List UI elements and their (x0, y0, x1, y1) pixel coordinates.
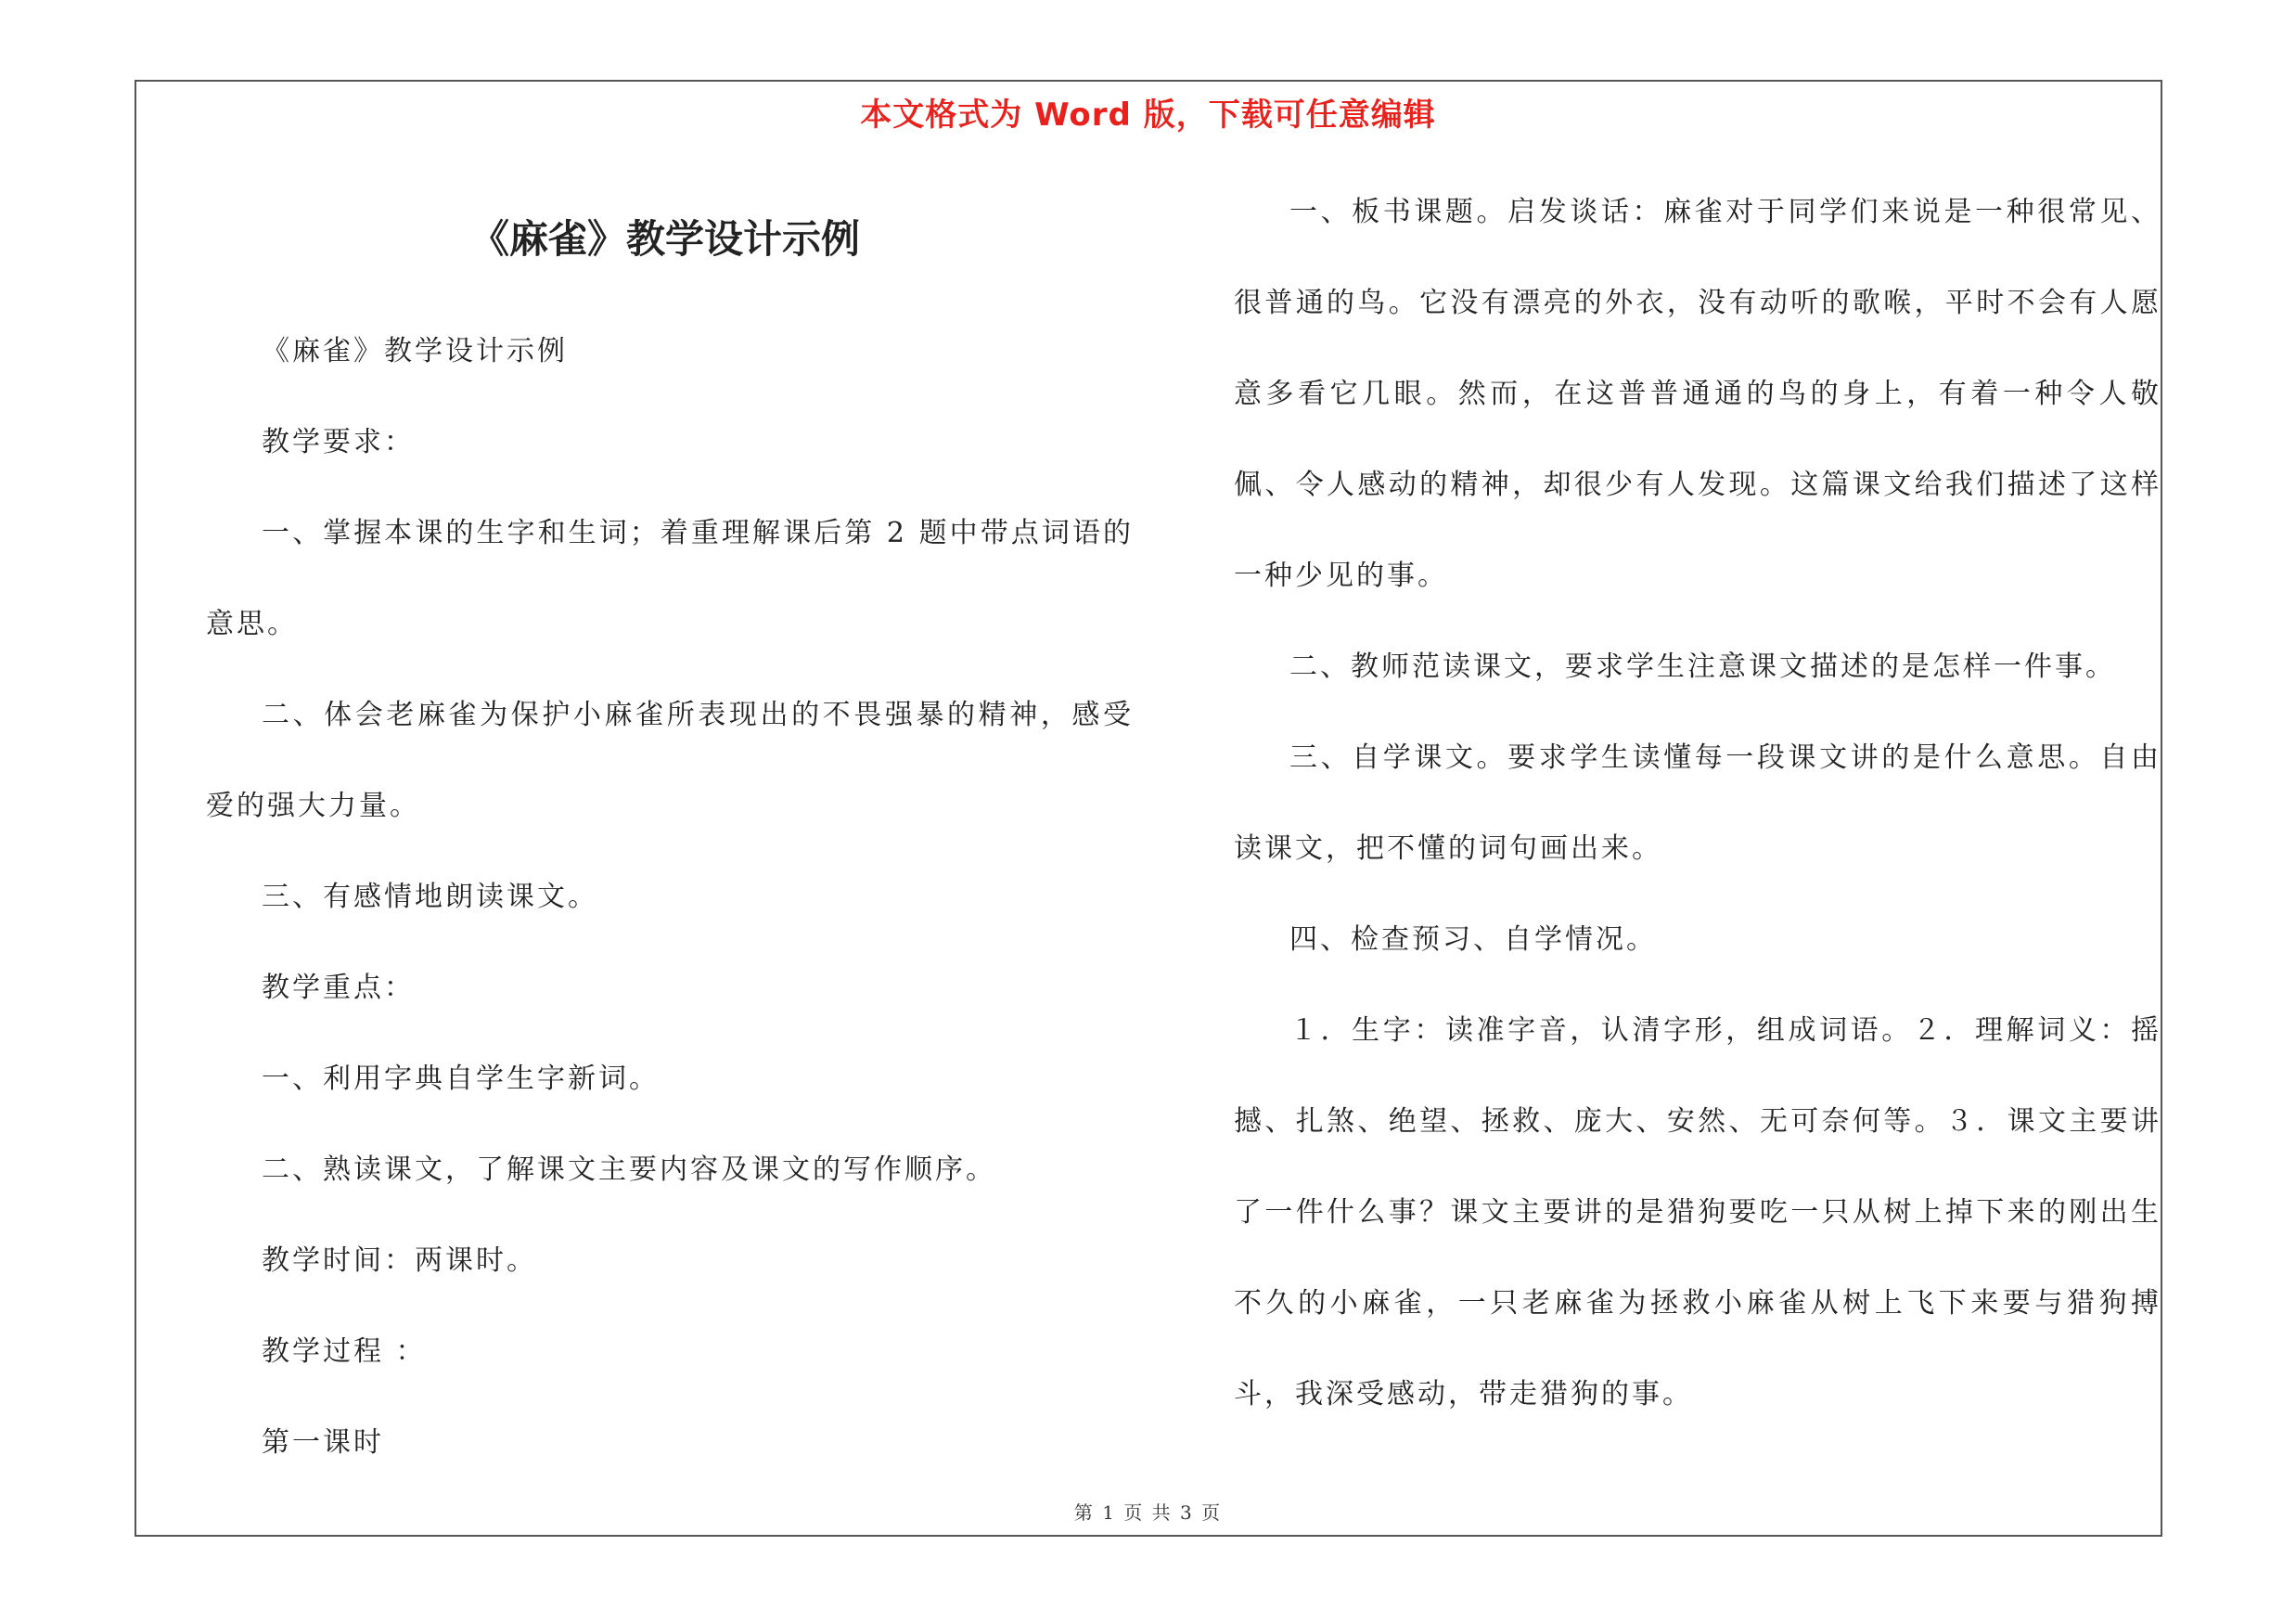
paragraph-requirement-2: 二、体会老麻雀为保护小麻雀所表现出的不畏强暴的精神，感受爱的强大力量。 (206, 699, 1134, 822)
paragraph-requirements-heading: 教学要求： (262, 426, 415, 458)
paragraph-key-point-2: 二、熟读课文，了解课文主要内容及课文的写作顺序。 (262, 1153, 996, 1186)
paragraph-step-1: 一、板书课题。启发谈话：麻雀对于同学们来说是一种很常见、很普通的鸟。它没有漂亮的外衣，没有动听的歌喉，平时不会有人愿意多看它几眼。然而，在这普普通通的鸟的身上，有着一种令人敬佩、令人感动的精神，却很少有人发现。这篇课文给我们描述了这样一种少见的事。 (1234, 196, 2161, 592)
paragraph-process-heading: 教学过程 ： (262, 1335, 427, 1368)
paragraph-first-lesson: 第一课时 (262, 1426, 384, 1459)
right-column (1234, 167, 2161, 1440)
paragraph-key-point-1: 一、利用字典自学生字新词。 (262, 1063, 660, 1095)
paragraph-step-3: 三、自学课文。要求学生读懂每一段课文讲的是什么意思。自由读课文，把不懂的词句画出来。 (1234, 741, 2161, 865)
paragraph-step-2: 二、教师范读课文，要求学生注意课文描述的是怎样一件事。 (1289, 650, 2116, 683)
paragraph-teaching-time: 教学时间：两课时。 (262, 1244, 537, 1277)
word-format-notice: 本文格式为 Word 版，下载可任意编辑 (860, 97, 1436, 134)
left-column (206, 306, 1134, 1488)
paragraph-step-4-details: １．生字：读准字音，认清字形，组成词语。２．理解词义：摇撼、扎煞、绝望、拯救、庞大、安然、无可奈何等。３．课文主要讲了一件什么事？课文主要讲的是猎狗要吃一只从树上掉下来的刚出生不久的小麻雀，一只老麻雀为拯救小麻雀从树上飞下来要与猎狗搏斗，我深受感动，带走猎狗的事。 (1234, 1014, 2161, 1410)
paragraph-requirement-1: 一、掌握本课的生字和生词；着重理解课后第 2 题中带点词语的意思。 (206, 517, 1134, 640)
paragraph-key-points-heading: 教学重点： (262, 972, 415, 1004)
page-number: 第 1 页 共 3 页 (1073, 1501, 1223, 1524)
document-title: 《麻雀》教学设计示例 (469, 216, 860, 262)
paragraph-step-4: 四、检查预习、自学情况。 (1289, 923, 1657, 956)
paragraph-requirement-3: 三、有感情地朗读课文。 (262, 881, 598, 913)
paragraph-subtitle: 《麻雀》教学设计示例 (262, 335, 568, 367)
